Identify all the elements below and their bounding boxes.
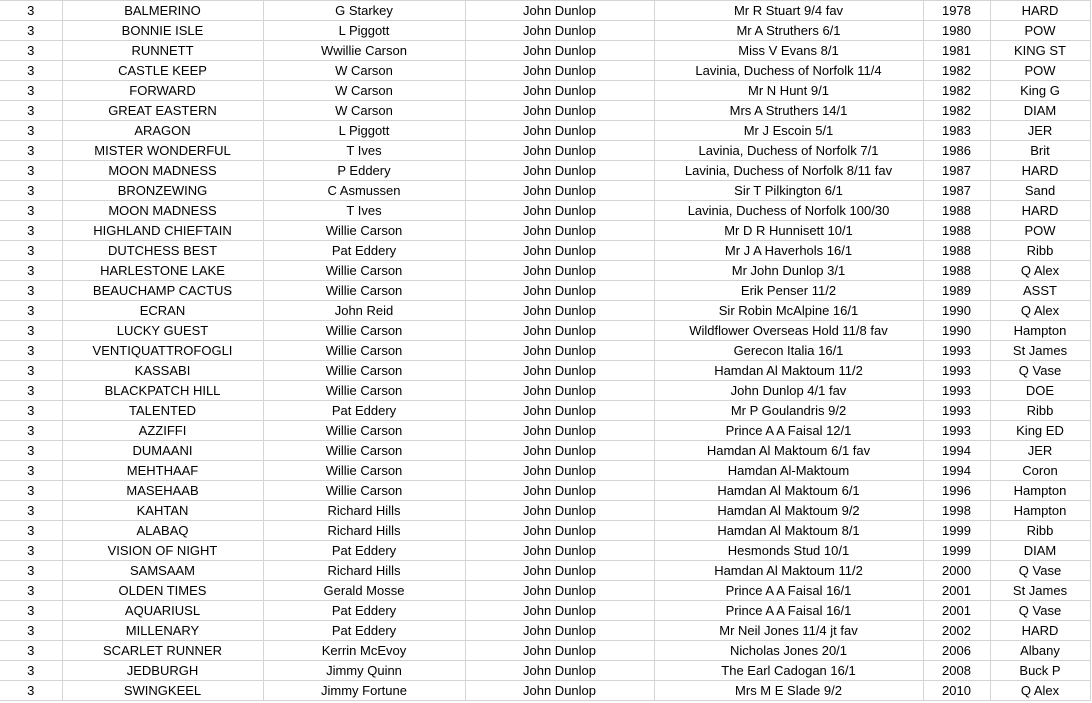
owner-odds-cell[interactable]: Gerecon Italia 16/1	[654, 341, 923, 361]
race-cell[interactable]: Ribb	[990, 521, 1090, 541]
trainer-cell[interactable]: John Dunlop	[465, 201, 654, 221]
age-cell[interactable]: 3	[0, 561, 62, 581]
jockey-cell[interactable]: Willie Carson	[263, 321, 465, 341]
trainer-cell[interactable]: John Dunlop	[465, 421, 654, 441]
trainer-cell[interactable]: John Dunlop	[465, 621, 654, 641]
table-row	[0, 61, 1090, 81]
year-cell[interactable]: 2001	[923, 601, 990, 621]
trainer-cell[interactable]: John Dunlop	[465, 181, 654, 201]
race-cell[interactable]: DIAM	[990, 541, 1090, 561]
horse-cell[interactable]: AZZIFFI	[62, 421, 263, 441]
year-cell[interactable]: 1989	[923, 281, 990, 301]
table-row	[0, 661, 1090, 681]
year-cell[interactable]: 1982	[923, 81, 990, 101]
age-cell[interactable]: 3	[0, 641, 62, 661]
age-cell[interactable]: 3	[0, 241, 62, 261]
horse-cell[interactable]: GREAT EASTERN	[62, 101, 263, 121]
horse-cell[interactable]: BRONZEWING	[62, 181, 263, 201]
race-cell[interactable]: Hampton	[990, 501, 1090, 521]
jockey-cell[interactable]: Willie Carson	[263, 221, 465, 241]
trainer-cell[interactable]: John Dunlop	[465, 241, 654, 261]
race-cell[interactable]: DIAM	[990, 101, 1090, 121]
year-cell[interactable]: 1988	[923, 261, 990, 281]
race-cell[interactable]: POW	[990, 61, 1090, 81]
table-row	[0, 261, 1090, 281]
age-cell[interactable]: 3	[0, 41, 62, 61]
horse-cell[interactable]: SAMSAAM	[62, 561, 263, 581]
race-cell[interactable]: Q Vase	[990, 601, 1090, 621]
age-cell[interactable]: 3	[0, 101, 62, 121]
age-cell[interactable]: 3	[0, 221, 62, 241]
horse-cell[interactable]: BALMERINO	[62, 1, 263, 21]
race-cell[interactable]: Q Vase	[990, 561, 1090, 581]
jockey-cell[interactable]: G Starkey	[263, 1, 465, 21]
owner-odds-cell[interactable]: Mr A Struthers 6/1	[654, 21, 923, 41]
race-cell[interactable]: HARD	[990, 201, 1090, 221]
trainer-cell[interactable]: John Dunlop	[465, 641, 654, 661]
age-cell[interactable]: 3	[0, 481, 62, 501]
race-cell[interactable]: DOE	[990, 381, 1090, 401]
age-cell[interactable]: 3	[0, 321, 62, 341]
table-row	[0, 341, 1090, 361]
year-cell[interactable]: 1998	[923, 501, 990, 521]
owner-odds-cell[interactable]: Hamdan Al Maktoum 11/2	[654, 561, 923, 581]
year-cell[interactable]: 1983	[923, 121, 990, 141]
jockey-cell[interactable]: W Carson	[263, 81, 465, 101]
age-cell[interactable]: 3	[0, 281, 62, 301]
trainer-cell[interactable]: John Dunlop	[465, 581, 654, 601]
horse-cell[interactable]: BONNIE ISLE	[62, 21, 263, 41]
age-cell[interactable]: 3	[0, 361, 62, 381]
jockey-cell[interactable]: Willie Carson	[263, 361, 465, 381]
table-row	[0, 141, 1090, 161]
trainer-cell[interactable]: John Dunlop	[465, 501, 654, 521]
year-cell[interactable]: 1982	[923, 101, 990, 121]
trainer-cell[interactable]: John Dunlop	[465, 161, 654, 181]
jockey-cell[interactable]: C Asmussen	[263, 181, 465, 201]
age-cell[interactable]: 3	[0, 461, 62, 481]
table-row	[0, 621, 1090, 641]
owner-odds-cell[interactable]: Lavinia, Duchess of Norfolk 7/1	[654, 141, 923, 161]
age-cell[interactable]: 3	[0, 381, 62, 401]
year-cell[interactable]: 1987	[923, 181, 990, 201]
trainer-cell[interactable]: John Dunlop	[465, 141, 654, 161]
owner-odds-cell[interactable]: Lavinia, Duchess of Norfolk 8/11 fav	[654, 161, 923, 181]
trainer-cell[interactable]: John Dunlop	[465, 441, 654, 461]
jockey-cell[interactable]: T Ives	[263, 201, 465, 221]
age-cell[interactable]: 3	[0, 301, 62, 321]
horse-cell[interactable]: RUNNETT	[62, 41, 263, 61]
horse-cell[interactable]: MILLENARY	[62, 621, 263, 641]
age-cell[interactable]: 3	[0, 261, 62, 281]
year-cell[interactable]: 1994	[923, 441, 990, 461]
year-cell[interactable]: 1994	[923, 461, 990, 481]
jockey-cell[interactable]: Willie Carson	[263, 441, 465, 461]
horse-cell[interactable]: DUMAANI	[62, 441, 263, 461]
owner-odds-cell[interactable]: The Earl Cadogan 16/1	[654, 661, 923, 681]
table-row	[0, 281, 1090, 301]
race-cell[interactable]: King ED	[990, 421, 1090, 441]
trainer-cell[interactable]: John Dunlop	[465, 301, 654, 321]
horse-cell[interactable]: KAHTAN	[62, 501, 263, 521]
race-cell[interactable]: King G	[990, 81, 1090, 101]
owner-odds-cell[interactable]: Sir Robin McAlpine 16/1	[654, 301, 923, 321]
trainer-cell[interactable]: John Dunlop	[465, 681, 654, 701]
trainer-cell[interactable]: John Dunlop	[465, 541, 654, 561]
year-cell[interactable]: 1993	[923, 381, 990, 401]
horse-cell[interactable]: VISION OF NIGHT	[62, 541, 263, 561]
owner-odds-cell[interactable]: Hamdan Al Maktoum 9/2	[654, 501, 923, 521]
owner-odds-cell[interactable]: Mrs A Struthers 14/1	[654, 101, 923, 121]
trainer-cell[interactable]: John Dunlop	[465, 121, 654, 141]
table-row	[0, 81, 1090, 101]
jockey-cell[interactable]: W Carson	[263, 61, 465, 81]
jockey-cell[interactable]: Willie Carson	[263, 261, 465, 281]
jockey-cell[interactable]: Willie Carson	[263, 381, 465, 401]
table-row	[0, 181, 1090, 201]
race-cell[interactable]: Ribb	[990, 401, 1090, 421]
race-cell[interactable]: Q Alex	[990, 301, 1090, 321]
race-cell[interactable]: Q Alex	[990, 261, 1090, 281]
year-cell[interactable]: 1982	[923, 61, 990, 81]
age-cell[interactable]: 3	[0, 681, 62, 701]
age-cell[interactable]: 3	[0, 421, 62, 441]
age-cell[interactable]: 3	[0, 161, 62, 181]
age-cell[interactable]: 3	[0, 661, 62, 681]
age-cell[interactable]: 3	[0, 541, 62, 561]
owner-odds-cell[interactable]: Mrs M E Slade 9/2	[654, 681, 923, 701]
owner-odds-cell[interactable]: Prince A A Faisal 16/1	[654, 581, 923, 601]
trainer-cell[interactable]: John Dunlop	[465, 361, 654, 381]
horse-cell[interactable]: HIGHLAND CHIEFTAIN	[62, 221, 263, 241]
trainer-cell[interactable]: John Dunlop	[465, 81, 654, 101]
trainer-cell[interactable]: John Dunlop	[465, 61, 654, 81]
year-cell[interactable]: 1988	[923, 201, 990, 221]
horse-cell[interactable]: DUTCHESS BEST	[62, 241, 263, 261]
table-row	[0, 381, 1090, 401]
jockey-cell[interactable]: Pat Eddery	[263, 241, 465, 261]
race-cell[interactable]: HARD	[990, 621, 1090, 641]
jockey-cell[interactable]: Willie Carson	[263, 481, 465, 501]
horse-cell[interactable]: KASSABI	[62, 361, 263, 381]
year-cell[interactable]: 1980	[923, 21, 990, 41]
age-cell[interactable]: 3	[0, 441, 62, 461]
jockey-cell[interactable]: Richard Hills	[263, 561, 465, 581]
table-row	[0, 41, 1090, 61]
horse-cell[interactable]: CASTLE KEEP	[62, 61, 263, 81]
owner-odds-cell[interactable]: Mr P Goulandris 9/2	[654, 401, 923, 421]
jockey-cell[interactable]: Jimmy Fortune	[263, 681, 465, 701]
jockey-cell[interactable]: Pat Eddery	[263, 601, 465, 621]
horse-cell[interactable]: TALENTED	[62, 401, 263, 421]
year-cell[interactable]: 2008	[923, 661, 990, 681]
owner-odds-cell[interactable]: Hamdan Al Maktoum 6/1 fav	[654, 441, 923, 461]
jockey-cell[interactable]: Pat Eddery	[263, 401, 465, 421]
horse-cell[interactable]: ECRAN	[62, 301, 263, 321]
owner-odds-cell[interactable]: Lavinia, Duchess of Norfolk 100/30	[654, 201, 923, 221]
horse-cell[interactable]: MASEHAAB	[62, 481, 263, 501]
trainer-cell[interactable]: John Dunlop	[465, 481, 654, 501]
owner-odds-cell[interactable]: Wildflower Overseas Hold 11/8 fav	[654, 321, 923, 341]
race-cell[interactable]: Brit	[990, 141, 1090, 161]
age-cell[interactable]: 3	[0, 181, 62, 201]
horse-cell[interactable]: MEHTHAAF	[62, 461, 263, 481]
jockey-cell[interactable]: John Reid	[263, 301, 465, 321]
owner-odds-cell[interactable]: Mr N Hunt 9/1	[654, 81, 923, 101]
horse-cell[interactable]: VENTIQUATTROFOGLI	[62, 341, 263, 361]
owner-odds-cell[interactable]: Erik Penser 11/2	[654, 281, 923, 301]
table-row	[0, 541, 1090, 561]
horse-cell[interactable]: MOON MADNESS	[62, 161, 263, 181]
age-cell[interactable]: 3	[0, 401, 62, 421]
table-row	[0, 581, 1090, 601]
trainer-cell[interactable]: John Dunlop	[465, 41, 654, 61]
table-row	[0, 301, 1090, 321]
year-cell[interactable]: 1986	[923, 141, 990, 161]
race-cell[interactable]: HARD	[990, 1, 1090, 21]
race-cell[interactable]: POW	[990, 221, 1090, 241]
year-cell[interactable]: 1988	[923, 221, 990, 241]
trainer-cell[interactable]: John Dunlop	[465, 661, 654, 681]
jockey-cell[interactable]: Willie Carson	[263, 341, 465, 361]
horse-cell[interactable]: MOON MADNESS	[62, 201, 263, 221]
jockey-cell[interactable]: W Carson	[263, 101, 465, 121]
year-cell[interactable]: 1996	[923, 481, 990, 501]
owner-odds-cell[interactable]: Hamdan Al Maktoum 11/2	[654, 361, 923, 381]
owner-odds-cell[interactable]: Sir T Pilkington 6/1	[654, 181, 923, 201]
year-cell[interactable]: 2002	[923, 621, 990, 641]
table-row	[0, 401, 1090, 421]
owner-odds-cell[interactable]: Prince A A Faisal 12/1	[654, 421, 923, 441]
age-cell[interactable]: 3	[0, 621, 62, 641]
horse-cell[interactable]: MISTER WONDERFUL	[62, 141, 263, 161]
trainer-cell[interactable]: John Dunlop	[465, 1, 654, 21]
year-cell[interactable]: 1993	[923, 401, 990, 421]
owner-odds-cell[interactable]: Mr R Stuart 9/4 fav	[654, 1, 923, 21]
owner-odds-cell[interactable]: Miss V Evans 8/1	[654, 41, 923, 61]
table-row	[0, 501, 1090, 521]
jockey-cell[interactable]: T Ives	[263, 141, 465, 161]
race-cell[interactable]: Ribb	[990, 241, 1090, 261]
horse-cell[interactable]: FORWARD	[62, 81, 263, 101]
trainer-cell[interactable]: John Dunlop	[465, 321, 654, 341]
age-cell[interactable]: 3	[0, 521, 62, 541]
year-cell[interactable]: 1999	[923, 541, 990, 561]
horse-cell[interactable]: AQUARIUSL	[62, 601, 263, 621]
age-cell[interactable]: 3	[0, 201, 62, 221]
jockey-cell[interactable]: Pat Eddery	[263, 541, 465, 561]
year-cell[interactable]: 1988	[923, 241, 990, 261]
year-cell[interactable]: 1990	[923, 301, 990, 321]
jockey-cell[interactable]: Gerald Mosse	[263, 581, 465, 601]
age-cell[interactable]: 3	[0, 601, 62, 621]
horse-cell[interactable]: HARLESTONE LAKE	[62, 261, 263, 281]
race-cell[interactable]: POW	[990, 21, 1090, 41]
year-cell[interactable]: 1978	[923, 1, 990, 21]
trainer-cell[interactable]: John Dunlop	[465, 401, 654, 421]
year-cell[interactable]: 2001	[923, 581, 990, 601]
table-row	[0, 321, 1090, 341]
jockey-cell[interactable]: L Piggott	[263, 21, 465, 41]
race-cell[interactable]: Q Vase	[990, 361, 1090, 381]
trainer-cell[interactable]: John Dunlop	[465, 101, 654, 121]
age-cell[interactable]: 3	[0, 501, 62, 521]
table-row	[0, 681, 1090, 701]
owner-odds-cell[interactable]: Mr J A Haverhols 16/1	[654, 241, 923, 261]
race-cell[interactable]: Hampton	[990, 481, 1090, 501]
trainer-cell[interactable]: John Dunlop	[465, 221, 654, 241]
race-cell[interactable]: Albany	[990, 641, 1090, 661]
trainer-cell[interactable]: John Dunlop	[465, 261, 654, 281]
jockey-cell[interactable]: Kerrin McEvoy	[263, 641, 465, 661]
age-cell[interactable]: 3	[0, 1, 62, 21]
horse-cell[interactable]: ARAGON	[62, 121, 263, 141]
race-cell[interactable]: Q Alex	[990, 681, 1090, 701]
table-row	[0, 521, 1090, 541]
year-cell[interactable]: 1999	[923, 521, 990, 541]
owner-odds-cell[interactable]: Prince A A Faisal 16/1	[654, 601, 923, 621]
race-cell[interactable]: KING ST	[990, 41, 1090, 61]
year-cell[interactable]: 2006	[923, 641, 990, 661]
horse-cell[interactable]: LUCKY GUEST	[62, 321, 263, 341]
age-cell[interactable]: 3	[0, 61, 62, 81]
trainer-cell[interactable]: John Dunlop	[465, 521, 654, 541]
table-row	[0, 441, 1090, 461]
race-cell[interactable]: St James	[990, 341, 1090, 361]
jockey-cell[interactable]: Pat Eddery	[263, 621, 465, 641]
jockey-cell[interactable]: Jimmy Quinn	[263, 661, 465, 681]
race-cell[interactable]: JER	[990, 121, 1090, 141]
race-cell[interactable]: ASST	[990, 281, 1090, 301]
horse-cell[interactable]: SWINGKEEL	[62, 681, 263, 701]
horse-cell[interactable]: ALABAQ	[62, 521, 263, 541]
owner-odds-cell[interactable]: Hesmonds Stud 10/1	[654, 541, 923, 561]
owner-odds-cell[interactable]: Nicholas Jones 20/1	[654, 641, 923, 661]
horse-cell[interactable]: JEDBURGH	[62, 661, 263, 681]
race-cell[interactable]: HARD	[990, 161, 1090, 181]
age-cell[interactable]: 3	[0, 81, 62, 101]
trainer-cell[interactable]: John Dunlop	[465, 561, 654, 581]
jockey-cell[interactable]: Richard Hills	[263, 521, 465, 541]
race-cell[interactable]: Coron	[990, 461, 1090, 481]
table-row	[0, 21, 1090, 41]
owner-odds-cell[interactable]: Mr J Escoin 5/1	[654, 121, 923, 141]
age-cell[interactable]: 3	[0, 341, 62, 361]
owner-odds-cell[interactable]: Mr D R Hunnisett 10/1	[654, 221, 923, 241]
owner-odds-cell[interactable]: Hamdan Al Maktoum 8/1	[654, 521, 923, 541]
table-row	[0, 641, 1090, 661]
table-row	[0, 461, 1090, 481]
table-row	[0, 481, 1090, 501]
owner-odds-cell[interactable]: Lavinia, Duchess of Norfolk 11/4	[654, 61, 923, 81]
owner-odds-cell[interactable]: Hamdan Al Maktoum 6/1	[654, 481, 923, 501]
age-cell[interactable]: 3	[0, 581, 62, 601]
trainer-cell[interactable]: John Dunlop	[465, 21, 654, 41]
horse-cell[interactable]: SCARLET RUNNER	[62, 641, 263, 661]
table-row	[0, 221, 1090, 241]
table-row	[0, 161, 1090, 181]
jockey-cell[interactable]: P Eddery	[263, 161, 465, 181]
horse-cell[interactable]: BLACKPATCH HILL	[62, 381, 263, 401]
table-row	[0, 101, 1090, 121]
owner-odds-cell[interactable]: Mr Neil Jones 11/4 jt fav	[654, 621, 923, 641]
table-row	[0, 241, 1090, 261]
owner-odds-cell[interactable]: Hamdan Al-Maktoum	[654, 461, 923, 481]
spreadsheet-body	[0, 1, 1090, 701]
year-cell[interactable]: 1993	[923, 361, 990, 381]
owner-odds-cell[interactable]: Mr John Dunlop 3/1	[654, 261, 923, 281]
trainer-cell[interactable]: John Dunlop	[465, 461, 654, 481]
table-row	[0, 561, 1090, 581]
trainer-cell[interactable]: John Dunlop	[465, 381, 654, 401]
trainer-cell[interactable]: John Dunlop	[465, 601, 654, 621]
owner-odds-cell[interactable]: John Dunlop 4/1 fav	[654, 381, 923, 401]
jockey-cell[interactable]: Richard Hills	[263, 501, 465, 521]
horse-cell[interactable]: OLDEN TIMES	[62, 581, 263, 601]
year-cell[interactable]: 2010	[923, 681, 990, 701]
table-row	[0, 601, 1090, 621]
age-cell[interactable]: 3	[0, 141, 62, 161]
jockey-cell[interactable]: Willie Carson	[263, 281, 465, 301]
year-cell[interactable]: 1990	[923, 321, 990, 341]
trainer-cell[interactable]: John Dunlop	[465, 341, 654, 361]
year-cell[interactable]: 1993	[923, 341, 990, 361]
year-cell[interactable]: 1993	[923, 421, 990, 441]
jockey-cell[interactable]: Willie Carson	[263, 461, 465, 481]
horse-cell[interactable]: BEAUCHAMP CACTUS	[62, 281, 263, 301]
table-row	[0, 361, 1090, 381]
table-row	[0, 201, 1090, 221]
jockey-cell[interactable]: Willie Carson	[263, 421, 465, 441]
year-cell[interactable]: 1987	[923, 161, 990, 181]
race-cell[interactable]: Hampton	[990, 321, 1090, 341]
table-row	[0, 121, 1090, 141]
race-cell[interactable]: Sand	[990, 181, 1090, 201]
year-cell[interactable]: 1981	[923, 41, 990, 61]
trainer-cell[interactable]: John Dunlop	[465, 281, 654, 301]
jockey-cell[interactable]: Wwillie Carson	[263, 41, 465, 61]
table-row	[0, 1, 1090, 21]
age-cell[interactable]: 3	[0, 21, 62, 41]
table-row	[0, 421, 1090, 441]
year-cell[interactable]: 2000	[923, 561, 990, 581]
jockey-cell[interactable]: L Piggott	[263, 121, 465, 141]
age-cell[interactable]: 3	[0, 121, 62, 141]
race-cell[interactable]: St James	[990, 581, 1090, 601]
race-cell[interactable]: Buck P	[990, 661, 1090, 681]
race-cell[interactable]: JER	[990, 441, 1090, 461]
